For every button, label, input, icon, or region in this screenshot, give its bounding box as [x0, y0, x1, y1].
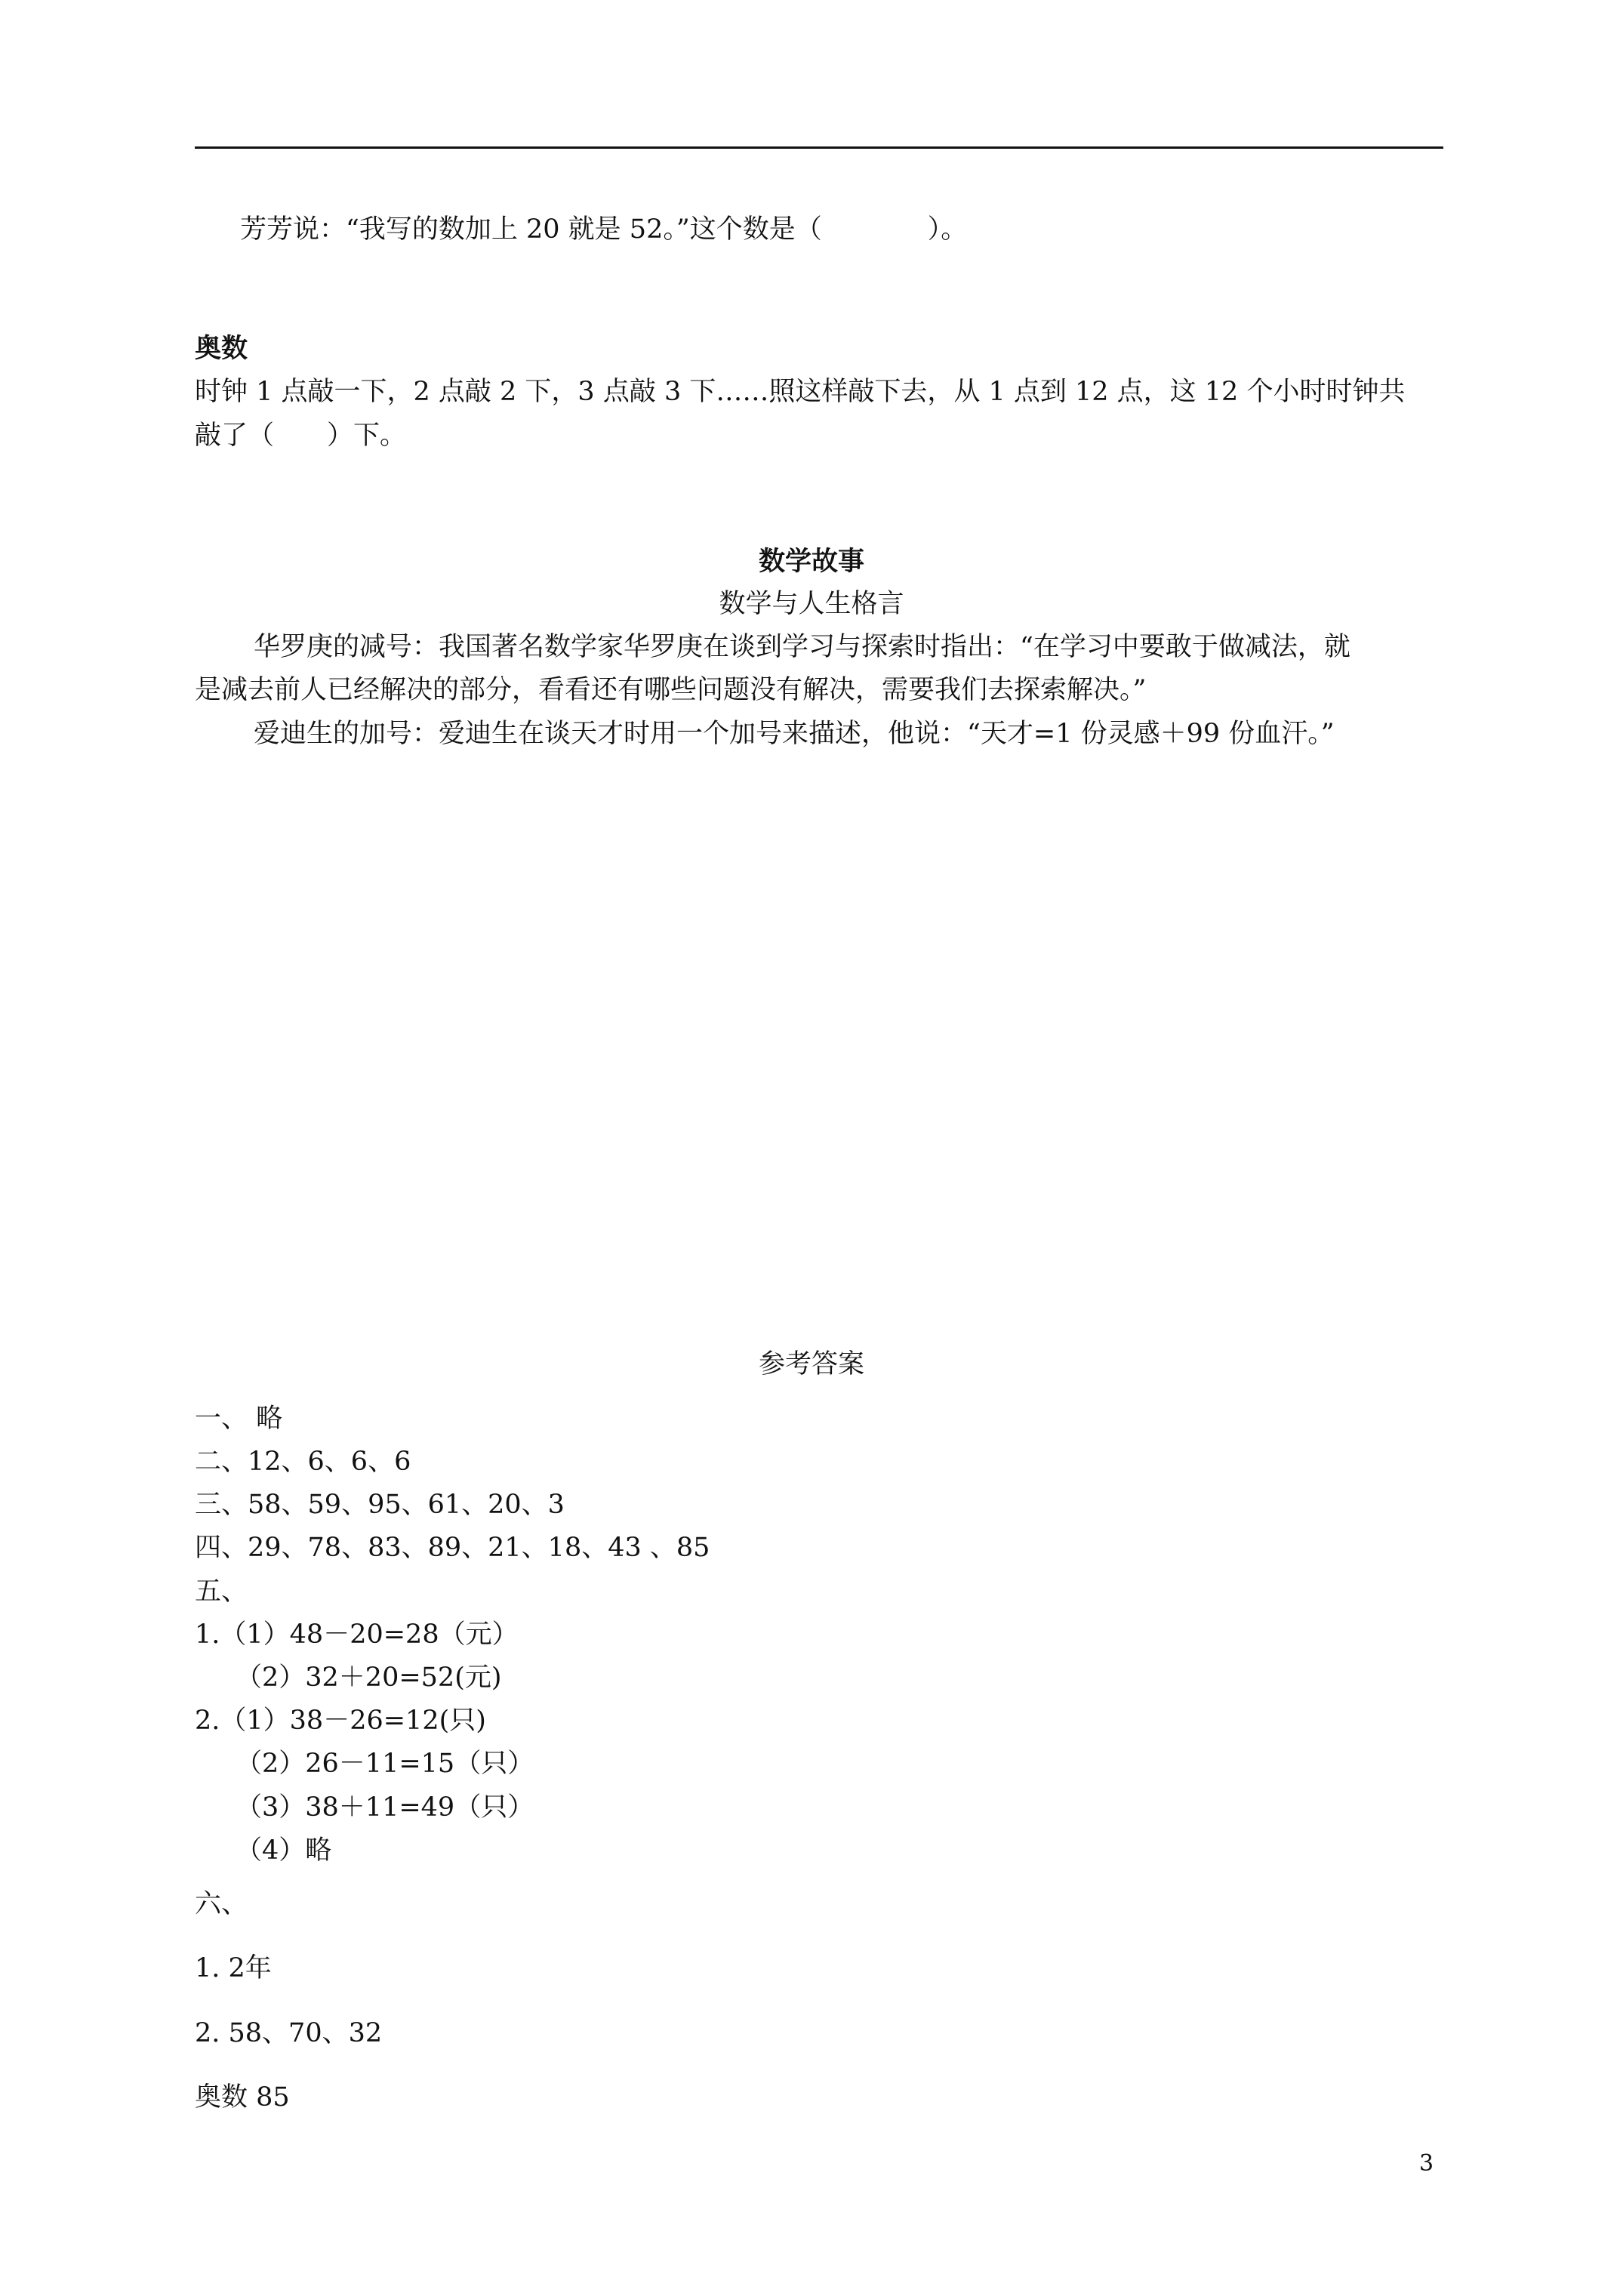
answers-title: 参考答案 — [758, 1349, 864, 1379]
answer-line: 六、 — [195, 1889, 248, 1919]
story-paragraph-line: 华罗庚的减号：我国著名数学家华罗庚在谈到学习与探索时指出：“在学习中要敢于做减法，就 — [254, 632, 1350, 662]
answer-line: 2.（1）38－26=12(只) — [195, 1706, 486, 1736]
answer-line: 1. 2年 — [195, 1953, 272, 1983]
story-paragraph-line: 爱迪生的加号：爱迪生在谈天才时用一个加号来描述，他说：“天才=1 份灵感＋99 份血汗。” — [254, 719, 1335, 749]
answer-line: 三、58、59、95、61、20、3 — [195, 1490, 565, 1520]
answer-line: 2. 58、70、32 — [195, 2018, 383, 2048]
answer-line: （2）26－11=15（只） — [236, 1749, 534, 1779]
answer-line: 奥数 85 — [195, 2082, 290, 2113]
story-paragraph-line: 是减去前人已经解决的部分，看看还有哪些问题没有解决，需要我们去探索解决。” — [195, 675, 1147, 705]
answer-line: （3）38＋11=49（只） — [236, 1792, 534, 1823]
olympiad-question-line: 敲了（ ）下。 — [195, 421, 407, 451]
answer-line: 1.（1）48－20=28（元） — [195, 1620, 519, 1650]
olympiad-heading: 奥数 — [195, 333, 248, 364]
header-rule — [195, 146, 1443, 149]
answer-line: 二、12、6、6、6 — [195, 1447, 411, 1477]
olympiad-question-line: 时钟 1 点敲一下，2 点敲 2 下，3 点敲 3 下……照这样敲下去，从 1 点到 12 点，这 12 个小时时钟共 — [195, 377, 1406, 407]
story-subtitle: 数学与人生格言 — [719, 589, 904, 619]
answer-line: 一、 略 — [195, 1404, 283, 1434]
answer-line: 五、 — [195, 1576, 248, 1607]
answer-line: （4）略 — [236, 1835, 332, 1866]
fill-in-question: 芳芳说：“我写的数加上 20 就是 52。”这个数是（ ）。 — [240, 214, 968, 245]
answer-line: 四、29、78、83、89、21、18、43 、85 — [195, 1533, 710, 1563]
page-number: 3 — [1419, 2150, 1434, 2177]
story-title: 数学故事 — [758, 546, 864, 577]
answer-line: （2）32＋20=52(元) — [236, 1663, 502, 1693]
